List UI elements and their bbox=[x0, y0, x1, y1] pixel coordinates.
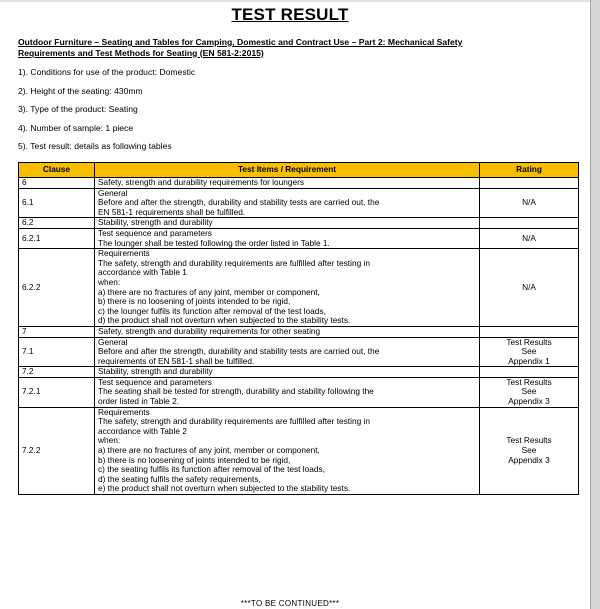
rating-line: Test Results bbox=[506, 336, 552, 347]
page-scroll-edge bbox=[590, 0, 600, 609]
table-row bbox=[19, 367, 579, 378]
requirement-line: when: bbox=[98, 435, 121, 446]
requirement-cell bbox=[95, 249, 480, 327]
table-row bbox=[19, 218, 579, 229]
requirement-line: requirements of EN 581-1 shall be fulfilled. bbox=[98, 355, 255, 366]
rating-line: Test Results bbox=[506, 435, 552, 446]
rating-line: Appendix 1 bbox=[508, 355, 550, 366]
rating-cell bbox=[480, 407, 579, 494]
standard-title-line-1: Outdoor Furniture – Seating and Tables for Camping, Domestic and Contract Use – Part 2: Mechanical Safety bbox=[18, 37, 463, 47]
requirement-line: b) there is no loosening of joints intended to be rigid, bbox=[98, 296, 291, 307]
requirement-line: a) there are no fractures of any joint, member or component, bbox=[98, 286, 320, 297]
rating-cell bbox=[480, 218, 579, 229]
rating-cell bbox=[480, 377, 579, 407]
page-title: TEST RESULT bbox=[231, 5, 349, 24]
rating-cell bbox=[480, 337, 579, 367]
condition-5: 5). Test result: details as following tables bbox=[18, 141, 172, 151]
requirement-line: order listed in Table 2. bbox=[98, 396, 180, 407]
rating-line: Test Results bbox=[506, 376, 552, 387]
table-row bbox=[19, 407, 579, 494]
rating-line: Appendix 3 bbox=[508, 396, 550, 407]
requirement-line: c) the lounger fulfils its function after removal of the test loads, bbox=[98, 305, 326, 316]
rating-line: See bbox=[521, 386, 537, 397]
clause-cell: 7 bbox=[19, 326, 95, 337]
table-row bbox=[19, 249, 579, 327]
requirement-line: The lounger shall be tested following the order listed in Table 1. bbox=[98, 237, 330, 248]
clause-cell: 7.2 bbox=[19, 367, 95, 378]
header-clause: Clause bbox=[19, 163, 95, 178]
requirement-line: c) the seating fulfils its function after removal of the test loads, bbox=[98, 464, 325, 475]
requirement-line: Test sequence and parameters bbox=[98, 227, 212, 238]
rating-line: See bbox=[521, 445, 537, 456]
requirement-cell bbox=[95, 337, 480, 367]
clause-cell: 6.2.2 bbox=[19, 249, 95, 327]
rating-line: N/A bbox=[522, 281, 536, 292]
requirement-cell bbox=[95, 218, 480, 229]
condition-2: 2). Height of the seating: 430mm bbox=[18, 86, 143, 96]
rating-cell bbox=[480, 228, 579, 248]
clause-cell: 7.2.2 bbox=[19, 407, 95, 494]
requirement-line: Before and after the strength, durability and stability tests are carried out, the bbox=[98, 346, 380, 357]
condition-1: 1). Conditions for use of the product: Domestic bbox=[18, 67, 196, 77]
table-row bbox=[19, 337, 579, 367]
rating-cell bbox=[480, 188, 579, 218]
header-requirement: Test Items / Requirement bbox=[95, 163, 480, 178]
condition-3: 3). Type of the product: Seating bbox=[18, 104, 138, 114]
clause-cell: 6.1 bbox=[19, 188, 95, 218]
rating-line: Appendix 3 bbox=[508, 454, 550, 465]
table-body bbox=[19, 178, 579, 495]
result-table bbox=[18, 162, 579, 495]
requirement-line: accordance with Table 1 bbox=[98, 267, 187, 278]
rating-line: N/A bbox=[522, 197, 536, 208]
table-row bbox=[19, 178, 579, 189]
clause-cell: 6 bbox=[19, 178, 95, 189]
requirement-cell bbox=[95, 188, 480, 218]
requirement-line: b) there is no loosening of joints intended to be rigid, bbox=[98, 454, 291, 465]
clause-cell: 7.2.1 bbox=[19, 377, 95, 407]
requirement-line: The seating shall be tested for strength, durability and stability following the bbox=[98, 386, 374, 397]
requirement-cell bbox=[95, 377, 480, 407]
requirement-cell bbox=[95, 228, 480, 248]
requirement-line: Stability, strength and durability bbox=[98, 366, 213, 377]
clause-cell: 6.2.1 bbox=[19, 228, 95, 248]
rating-cell bbox=[480, 367, 579, 378]
continued-note: ***TO BE CONTINUED*** bbox=[240, 599, 340, 608]
standard-title bbox=[18, 37, 578, 58]
clause-cell: 7.1 bbox=[19, 337, 95, 367]
requirement-line: Test sequence and parameters bbox=[98, 376, 212, 387]
requirement-line: Requirements bbox=[98, 406, 150, 417]
table-header-row bbox=[19, 163, 579, 178]
requirement-cell bbox=[95, 326, 480, 337]
requirement-line: d) the seating fulfils the safety requirements, bbox=[98, 473, 261, 484]
requirement-line: a) there are no fractures of any joint, member or component, bbox=[98, 445, 320, 456]
requirement-line: Requirements bbox=[98, 248, 150, 259]
requirement-line: e) the product shall not overturn when subjected to the stability tests. bbox=[98, 483, 351, 494]
requirement-line: when: bbox=[98, 276, 121, 287]
requirement-line: The safety, strength and durability requirements are fulfilled after testing in bbox=[98, 416, 370, 427]
requirement-line: General bbox=[98, 336, 128, 347]
requirement-line: d) the product shall not overturn when subjected to the stability tests. bbox=[98, 315, 351, 326]
rating-cell bbox=[480, 249, 579, 327]
condition-4: 4). Number of sample: 1 piece bbox=[18, 123, 134, 133]
requirement-line: accordance with Table 2 bbox=[98, 425, 187, 436]
table-row bbox=[19, 326, 579, 337]
rating-line: See bbox=[521, 346, 537, 357]
header-rating: Rating bbox=[480, 163, 579, 178]
rating-cell bbox=[480, 326, 579, 337]
requirement-cell bbox=[95, 178, 480, 189]
table-row bbox=[19, 228, 579, 248]
requirement-line: Safety, strength and durability requirements for loungers bbox=[98, 177, 304, 187]
requirement-line: Safety, strength and durability requirements for other seating bbox=[98, 325, 321, 336]
clause-cell: 6.2 bbox=[19, 218, 95, 229]
requirement-line: General bbox=[98, 187, 128, 198]
table-row bbox=[19, 377, 579, 407]
requirement-line: Stability, strength and durability bbox=[98, 217, 213, 228]
table-row bbox=[19, 188, 579, 218]
requirement-line: EN 581-1 requirements shall be fulfilled. bbox=[98, 206, 246, 217]
rating-cell bbox=[480, 178, 579, 189]
standard-title-line-2: Requirements and Test Methods for Seating (EN 581-2:2015) bbox=[18, 47, 264, 58]
rating-line: N/A bbox=[522, 232, 536, 243]
page-top-edge bbox=[0, 0, 600, 2]
requirement-line: The safety, strength and durability requirements are fulfilled after testing in bbox=[98, 257, 370, 268]
requirement-cell bbox=[95, 367, 480, 378]
requirement-cell bbox=[95, 407, 480, 494]
requirement-line: Before and after the strength, durability and stability tests are carried out, the bbox=[98, 197, 380, 208]
